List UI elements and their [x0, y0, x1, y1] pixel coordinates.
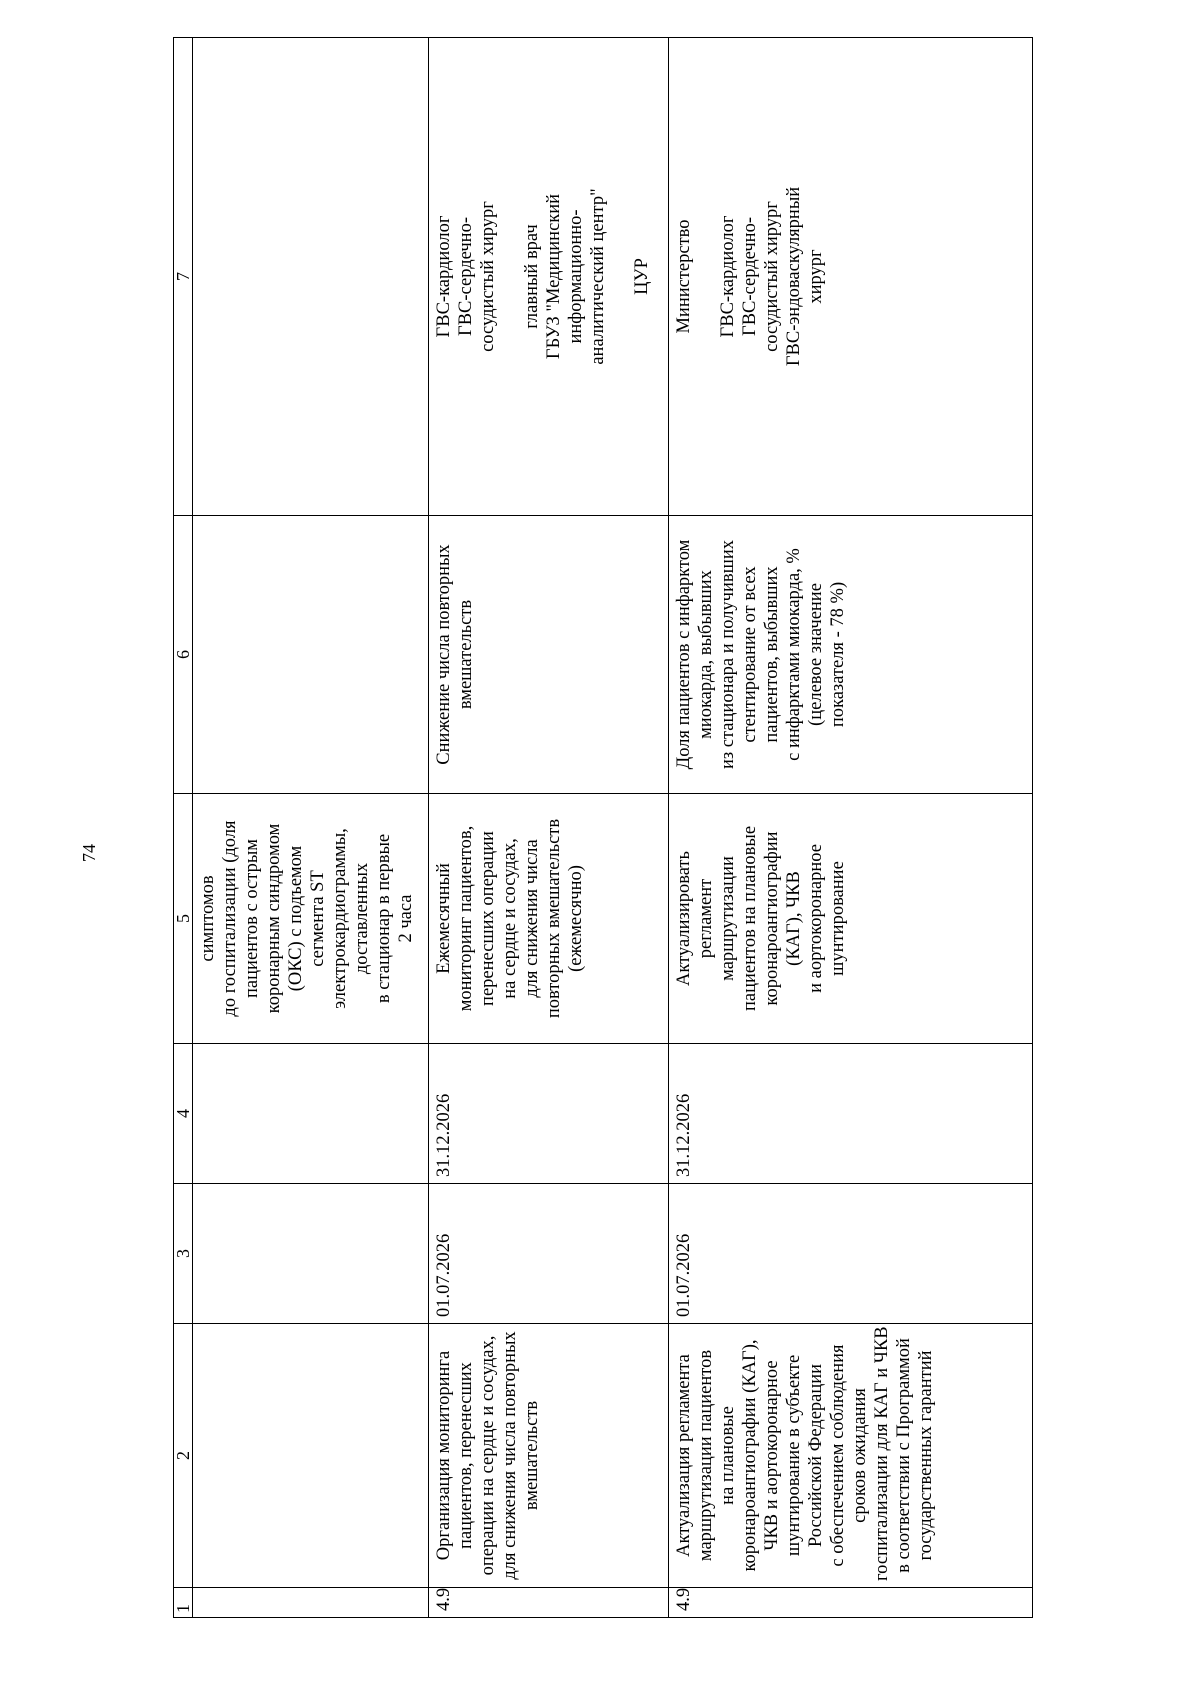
- cell-text-line: Доля пациентов с инфарктом: [674, 539, 694, 770]
- cell-text-line: аналитический центр": [588, 188, 608, 365]
- cell-text-line: Организация мониторинга: [434, 1350, 454, 1561]
- cell-number: 4.9: [429, 1588, 669, 1618]
- cell-text-line: коронарным синдромом: [264, 823, 284, 1014]
- cell-start-date: 01.07.2026: [429, 1184, 669, 1324]
- col-header-5: 5: [174, 794, 193, 1044]
- cell-text-line: Актуализировать: [674, 851, 694, 986]
- cell-result: [669, 794, 1033, 1044]
- cell-indicator: [429, 516, 669, 794]
- cell-text-line: Актуализация регламента: [674, 1354, 694, 1557]
- cell-text-line: государственных гарантий: [916, 1350, 936, 1561]
- cell-text-line: ГВС-кардиолог: [434, 215, 454, 338]
- cell-text-line: главный врач: [522, 224, 542, 329]
- cell-text-line: для снижения числа повторных: [500, 1331, 520, 1580]
- cell-text-line: [499, 44, 521, 509]
- cell-text-line: ГВС-кардиолог: [718, 215, 738, 338]
- cell-text-line: повторных вмешательств: [544, 818, 564, 1019]
- cell-result: [193, 794, 429, 1044]
- cell-text-line: 2 часа: [396, 894, 416, 943]
- cell-text-line: на сердце и сосудах,: [500, 838, 520, 999]
- cell-text-line: Снижение числа повторных: [434, 544, 454, 765]
- cell-start-date: 01.07.2026: [669, 1184, 1033, 1324]
- cell-text-line: в стационар в первые: [374, 833, 394, 1004]
- cell-text-line: шунтирование: [828, 861, 848, 976]
- cell-text-line: ЧКВ и аортокоронарное: [762, 1360, 782, 1551]
- cell-text-line: с обеспечением соблюдения: [828, 1344, 848, 1567]
- cell-text-line: симптомов: [198, 875, 218, 962]
- activities-table: [173, 37, 1033, 1618]
- cell-text-line: на плановые: [718, 1406, 738, 1505]
- cell-text-line: ГВС-эндоваскулярный: [784, 186, 804, 367]
- cell-text-line: перенесших операции: [478, 831, 498, 1006]
- cell-text-line: стентирование от всех: [740, 566, 760, 743]
- cell-text-line: ГВС-сердечно-: [456, 217, 476, 336]
- table-row: [669, 38, 1033, 1618]
- cell-text-line: Российской Федерации: [806, 1363, 826, 1548]
- cell-indicator: [193, 516, 429, 794]
- cell-activity: [193, 1324, 429, 1588]
- cell-end-date: 31.12.2026: [669, 1044, 1033, 1184]
- cell-text-line: до госпитализации (доля: [220, 820, 240, 1017]
- cell-text-line: ЦУР: [632, 258, 652, 295]
- cell-activity: [429, 1324, 669, 1588]
- cell-text-line: сосудистый хирург: [762, 201, 782, 352]
- cell-text-line: и аортокоронарное: [806, 844, 826, 993]
- cell-text-line: доставленных: [352, 862, 372, 975]
- cell-text-line: миокарда, выбывших: [696, 570, 716, 739]
- cell-text-line: (ежемесячно): [566, 865, 586, 972]
- col-header-4: 4: [174, 1044, 193, 1184]
- cell-number: 4.9: [669, 1588, 1033, 1618]
- cell-text-line: вмешательств: [456, 599, 476, 710]
- cell-activity: [669, 1324, 1033, 1588]
- cell-end-date: 31.12.2026: [429, 1044, 669, 1184]
- cell-text-line: (КАГ), ЧКВ: [784, 871, 804, 966]
- table-row: [429, 38, 669, 1618]
- cell-text-line: шунтирование в субъекте: [784, 1354, 804, 1557]
- cell-text-line: коронароангиографии (КАГ),: [740, 1339, 760, 1572]
- cell-responsible: [429, 38, 669, 516]
- cell-text-line: [609, 44, 631, 509]
- cell-text-line: Ежемесячный: [434, 863, 454, 974]
- cell-text-line: вмешательств: [522, 1400, 542, 1511]
- cell-text-line: [695, 44, 717, 509]
- cell-result: [429, 794, 669, 1044]
- cell-text-line: коронароангиографии: [762, 831, 782, 1006]
- col-header-7: 7: [174, 38, 193, 516]
- cell-text-line: хирург: [806, 249, 826, 304]
- cell-text-line: информационно-: [566, 209, 586, 344]
- cell-text-line: (целевое значение: [806, 583, 826, 726]
- col-header-2: 2: [174, 1324, 193, 1588]
- cell-text-line: мониторинг пациентов,: [456, 825, 476, 1012]
- cell-end-date: [193, 1044, 429, 1184]
- cell-text-line: Министерство: [674, 219, 694, 334]
- cell-text-line: маршрутизации пациентов: [696, 1349, 716, 1562]
- column-number-row: [174, 38, 193, 1618]
- cell-text-line: пациентов с острым: [242, 839, 262, 998]
- cell-text-line: пациентов на плановые: [740, 825, 760, 1012]
- cell-text-line: из стационара и получивших: [718, 539, 738, 770]
- cell-text-line: сроков ожидания: [850, 1388, 870, 1523]
- cell-responsible: [669, 38, 1033, 516]
- cell-text-line: маршрутизации: [718, 856, 738, 981]
- rotated-table-container: [173, 38, 1033, 1618]
- cell-start-date: [193, 1184, 429, 1324]
- cell-text-line: сосудистый хирург: [478, 201, 498, 352]
- cell-text-line: в соответствии с Программой: [894, 1338, 914, 1573]
- col-header-3: 3: [174, 1184, 193, 1324]
- cell-text-line: электрокардиограммы,: [330, 828, 350, 1009]
- cell-text-line: сегмента ST: [308, 870, 328, 967]
- cell-text-line: с инфарктами миокарда, %: [784, 548, 804, 761]
- table-row: [193, 38, 429, 1618]
- cell-text-line: показателя - 78 %): [828, 581, 848, 728]
- cell-text-line: ГВС-сердечно-: [740, 217, 760, 336]
- cell-text-line: регламент: [696, 878, 716, 959]
- cell-text-line: (ОКС) с подъемом: [286, 845, 306, 992]
- cell-text-line: для снижения числа: [522, 839, 542, 998]
- cell-text-line: пациентов, выбывших: [762, 566, 782, 743]
- cell-text-line: госпитализации для КАГ и ЧКВ: [872, 1326, 892, 1581]
- cell-text-line: пациентов, перенесших: [456, 1362, 476, 1549]
- page-number: 74: [79, 844, 99, 862]
- cell-responsible: [193, 38, 429, 516]
- col-header-1: 1: [174, 1588, 193, 1618]
- cell-indicator: [669, 516, 1033, 794]
- col-header-6: 6: [174, 516, 193, 794]
- cell-number: [193, 1588, 429, 1618]
- cell-text-line: операции на сердце и сосудах,: [478, 1335, 498, 1576]
- cell-text-line: ГБУЗ "Медицинский: [544, 193, 564, 360]
